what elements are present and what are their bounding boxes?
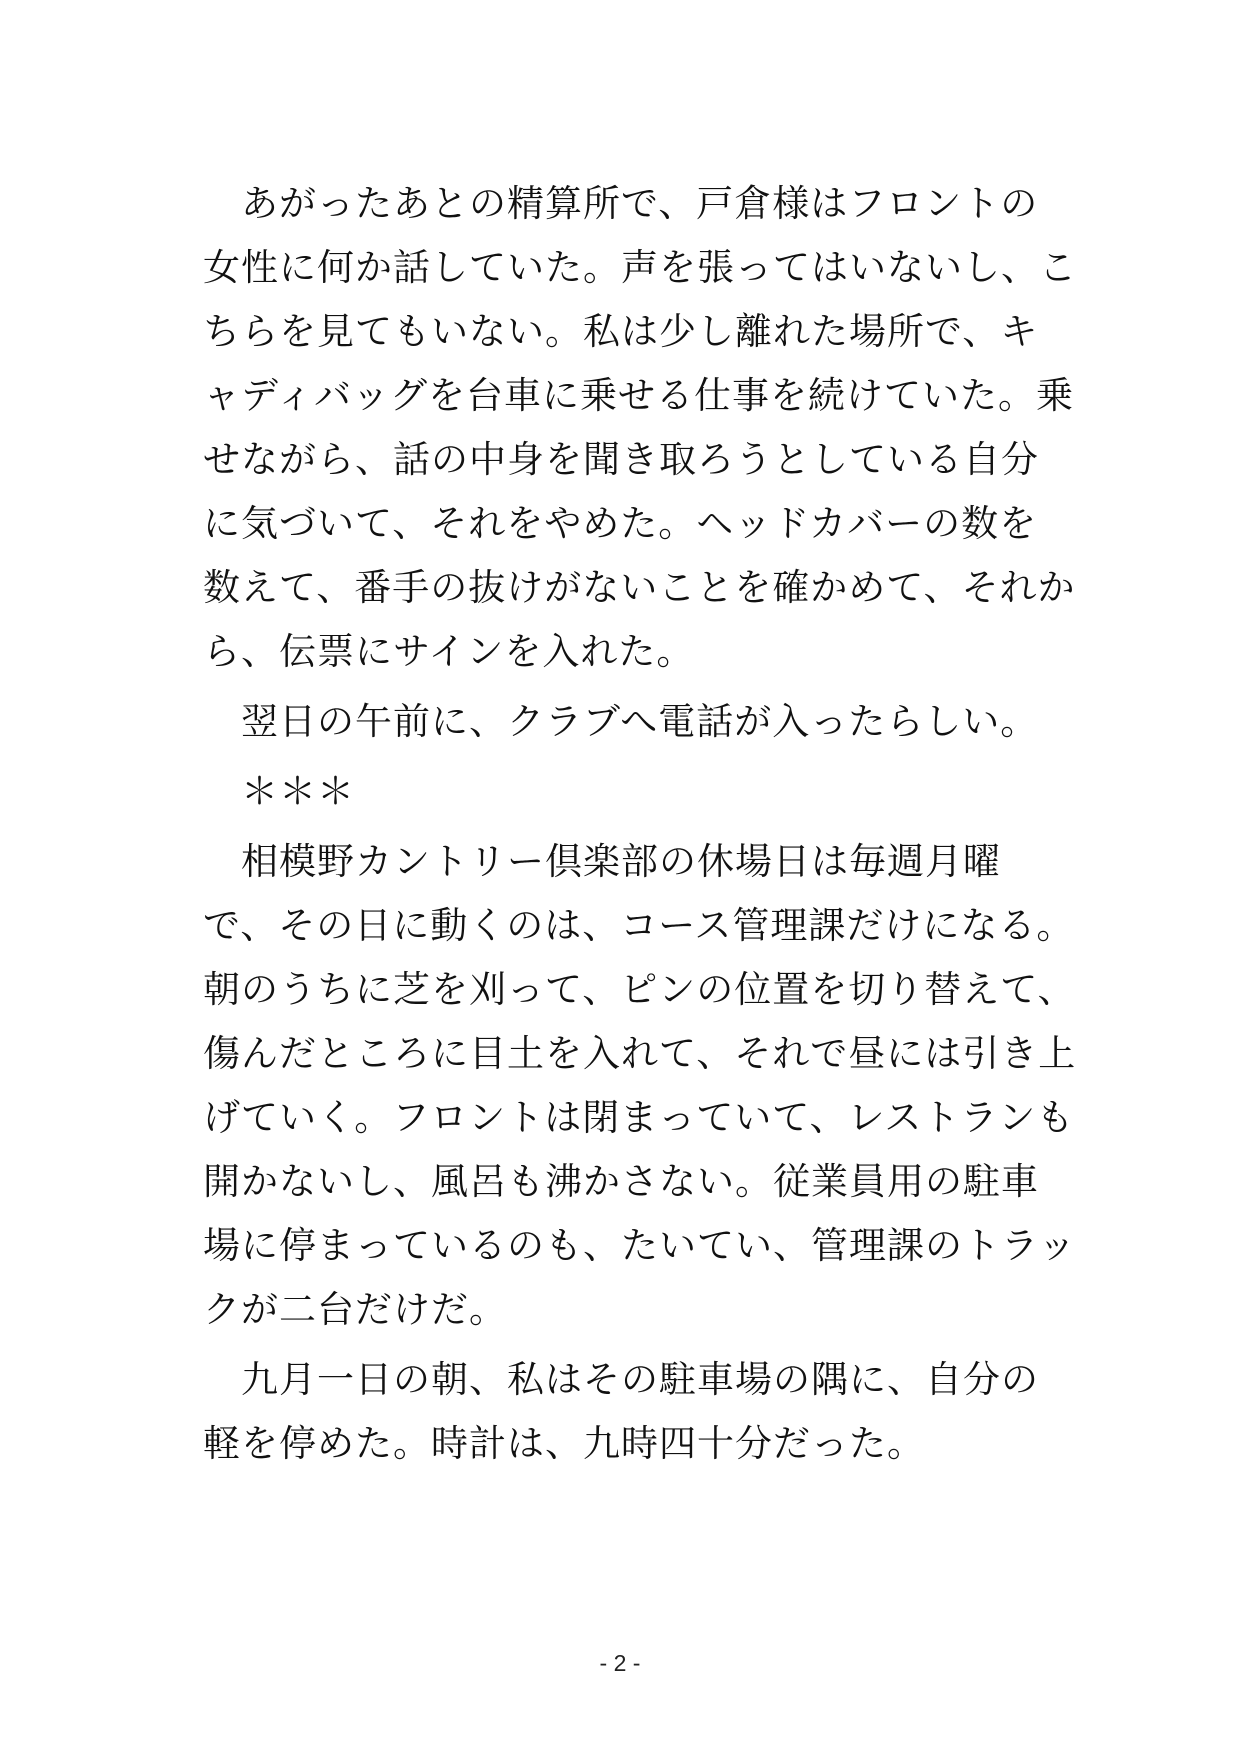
text-line: に気づいて、それをやめた。ヘッドカバーの数を	[203, 502, 1038, 545]
text-line: 傷んだところに目土を入れて、それで昼には引き上	[203, 1032, 1077, 1075]
text-line: げていく。フロントは閉まっていて、レストランも	[203, 1096, 1075, 1139]
text-line: 翌日の午前に、クラブへ電話が入ったらしい。	[203, 700, 1039, 743]
text-line: ャディバッグを台車に乗せる仕事を続けていた。乗	[203, 374, 1075, 417]
paragraph	[203, 690, 1058, 754]
text-line: ちらを見てもいない。私は少し離れた場所で、キ	[203, 310, 1039, 353]
scene-break	[203, 760, 1058, 824]
paragraph	[203, 1348, 1058, 1476]
body-text	[203, 172, 1077, 1476]
text-line: 軽を停めた。時計は、九時四十分だった。	[203, 1422, 925, 1465]
paragraph	[203, 172, 1077, 684]
text-line: クが二台だけだ。	[203, 1288, 507, 1331]
text-line: 場に停まっているのも、たいてい、管理課のトラッ	[203, 1224, 1077, 1267]
text-line: 女性に何か話していた。声を張ってはいないし、こ	[203, 246, 1077, 289]
text-line: 相模野カントリー倶楽部の休場日は毎週月曜	[203, 840, 1001, 883]
text-line: 朝のうちに芝を刈って、ピンの位置を切り替えて、	[203, 968, 1076, 1011]
text-line: ら、伝票にサインを入れた。	[203, 630, 695, 673]
text-line: あがったあとの精算所で、戸倉様はフロントの	[203, 182, 1039, 225]
text-line: で、その日に動くのは、コース管理課だけになる。	[203, 904, 1075, 947]
text-line: 開かないし、風呂も沸かさない。従業員用の駐車	[203, 1160, 1039, 1203]
text-line: せながら、話の中身を聞き取ろうとしている自分	[203, 438, 1039, 481]
text-line: 数えて、番手の抜けがないことを確かめて、それか	[203, 566, 1076, 609]
paragraph	[203, 830, 1077, 1342]
text-line: 九月一日の朝、私はその駐車場の隅に、自分の	[203, 1358, 1039, 1401]
scene-break-asterisks: ＊＊＊	[203, 770, 355, 813]
page-number: - 2 -	[599, 1650, 641, 1676]
